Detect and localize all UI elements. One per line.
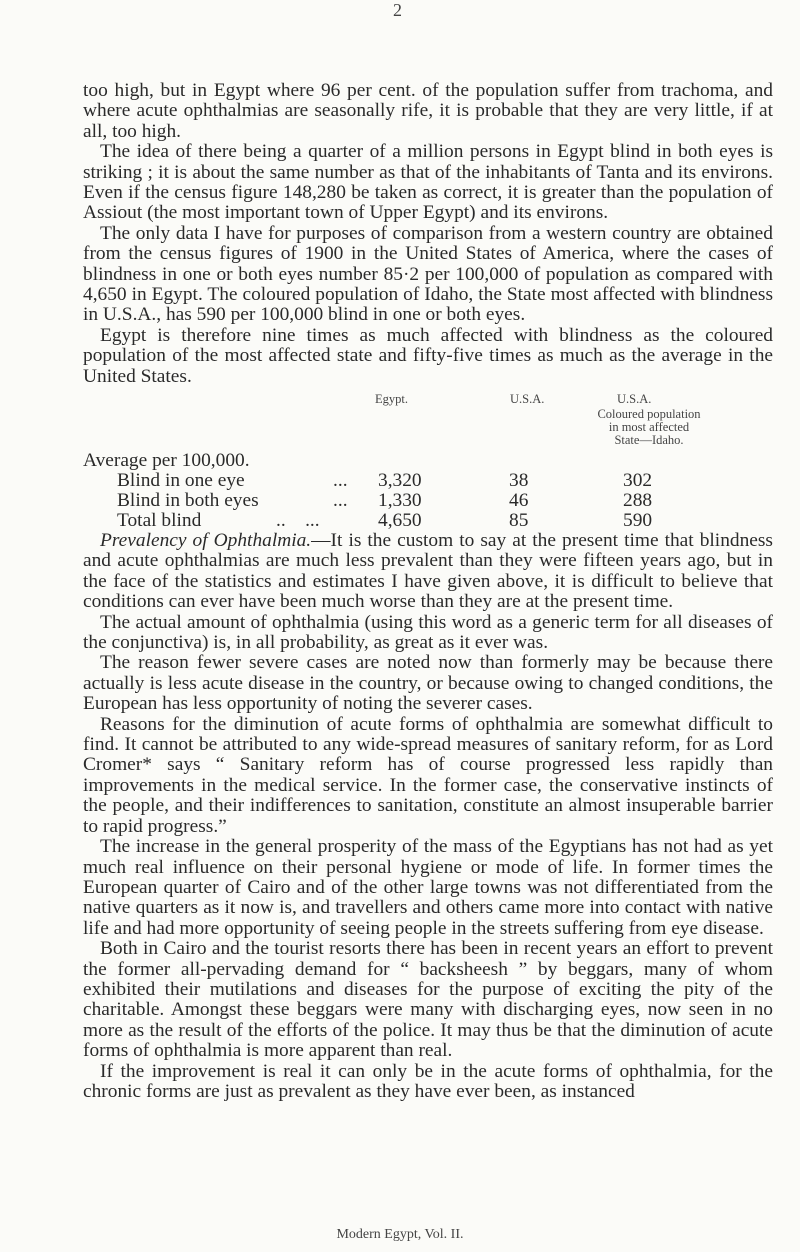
col-header-usa: U.S.A. (510, 392, 545, 406)
section-heading: Prevalency of Ophthalmia. (100, 530, 312, 551)
paragraph-1: too high, but in Egypt where 96 per cent. of the population suffer from trachoma, and where acute ophthalmias are seasonally rife, it is probable that they are very little, if at all, too high. (83, 80, 773, 142)
paragraph-7: The reason fewer severe cases are noted now than formerly may be because there actually is less acute disease in the country, or because owing to changed conditions, the European has less opportunity of noting the severer cases. (83, 652, 773, 715)
cell-usa-both-eyes: 46 (509, 490, 529, 511)
paragraph-4: Egypt is therefore nine times as much affected with blindness as the coloured population of the most affected state and fifty-five times as much as the average in the United States. (83, 324, 773, 387)
paragraph-6: The actual amount of ophthalmia (using this word as a generic term for all diseases of the conjunctiva) is, in all probability, as great as it ever was. (83, 611, 773, 654)
row-dots: ... (333, 490, 348, 511)
paragraph-8: Reasons for the diminution of acute forms of ophthalmia are somewhat difficult to find. It cannot be attributed to any wide-spread measures of sanitary reform, for as Lord Cromer* says “ Sanitary reform has of course progressed less rapidly than improvements in the medical service. In the former case, the conservative instincts of the people, and their indifferences to sanitation, constitute an almost insuperable barrier to rapid progress.” (83, 713, 773, 837)
col-sub-line-1: Coloured population (597, 407, 701, 421)
paragraph-prevalency (83, 531, 773, 613)
col-header-idaho-sub (584, 408, 714, 447)
col-header-idaho: U.S.A. (617, 392, 652, 406)
paragraph-3: The only data I have for purposes of comparison from a western country are obtained from the census figures of 1900 in the United States of America, where the cases of blindness in one or both eyes number 85·2 per 100,000 of population as compared with 4,650 in Egypt. The coloured population of Idaho, the State most affected with blindness in U.S.A., has 590 per 100,000 blind in one or both eyes. (83, 222, 773, 326)
cell-egypt-one-eye: 3,320 (378, 470, 422, 491)
paragraph-prevalency-body: —It is the custom to say at the present time that blindness and acute ophthalmias are much less prevalent than they were fifteen years ago, but in the face of the statistics and estimates I have given above, it is difficult to believe that conditions can ever have been much worse than they are at the present time. (83, 530, 773, 613)
cell-egypt-both-eyes: 1,330 (378, 490, 422, 511)
cell-idaho-both-eyes: 288 (623, 490, 653, 511)
col-sub-line-3: State—Idaho. (614, 433, 684, 447)
row-label-both-eyes: Blind in both eyes (117, 490, 259, 511)
col-sub-line-2: in most affected (608, 420, 690, 434)
row-dots: ... (333, 470, 348, 491)
cell-egypt-total: 4,650 (378, 510, 422, 531)
page-number: 2 (393, 0, 402, 20)
cell-idaho-total: 590 (623, 510, 653, 531)
row-label-total: Total blind (117, 510, 202, 531)
paragraph-10: Both in Cairo and the tourist resorts there has been in recent years an effort to prevent the former all-pervading demand for “ backsheesh ” by beggars, many of whom exhibited their mutilations and diseases for the purpose of exciting the pity of the charitable. Amongst these beggars were many with discharging eyes, now seen in no more as the result of the efforts of the police. It may thus be that the diminution of acute forms of ophthalmia is more apparent than real. (83, 938, 773, 1062)
col-header-egypt: Egypt. (375, 392, 408, 406)
cell-usa-one-eye: 38 (509, 470, 529, 491)
paragraph-9: The increase in the general prosperity of the mass of the Egyptians has not had as yet much real influence on their personal hygiene or mode of life. In former times the European quarter of Cairo and of the other large towns was not differentiated from the native quarters as it now is, and travellers and others came more into contact with native life and had more opportunity of seeing people in the streets suffering from eye disease. (83, 836, 773, 939)
table-caption: Average per 100,000. (83, 450, 250, 471)
footnote: Modern Egypt, Vol. II. (336, 1227, 464, 1242)
upper-text (83, 81, 773, 387)
paragraph-2: The idea of there being a quarter of a million persons in Egypt blind in both eyes is striking ; it is about the same number as that of the inhabitants of Tanta and its environs. Even if the census figure 148,280 be taken as correct, it is greater than the population of Assiout (the most important town of Upper Egypt) and its environs. (83, 141, 773, 224)
paragraph-11: If the improvement is real it can only be in the acute forms of ophthalmia, for the chronic forms are just as prevalent as they have ever been, as instanced (83, 1060, 773, 1102)
cell-idaho-one-eye: 302 (623, 470, 653, 491)
lower-text (83, 531, 773, 1102)
cell-usa-total: 85 (509, 510, 529, 531)
row-dots: .. ... (276, 510, 320, 531)
row-label-one-eye: Blind in one eye (117, 470, 245, 491)
